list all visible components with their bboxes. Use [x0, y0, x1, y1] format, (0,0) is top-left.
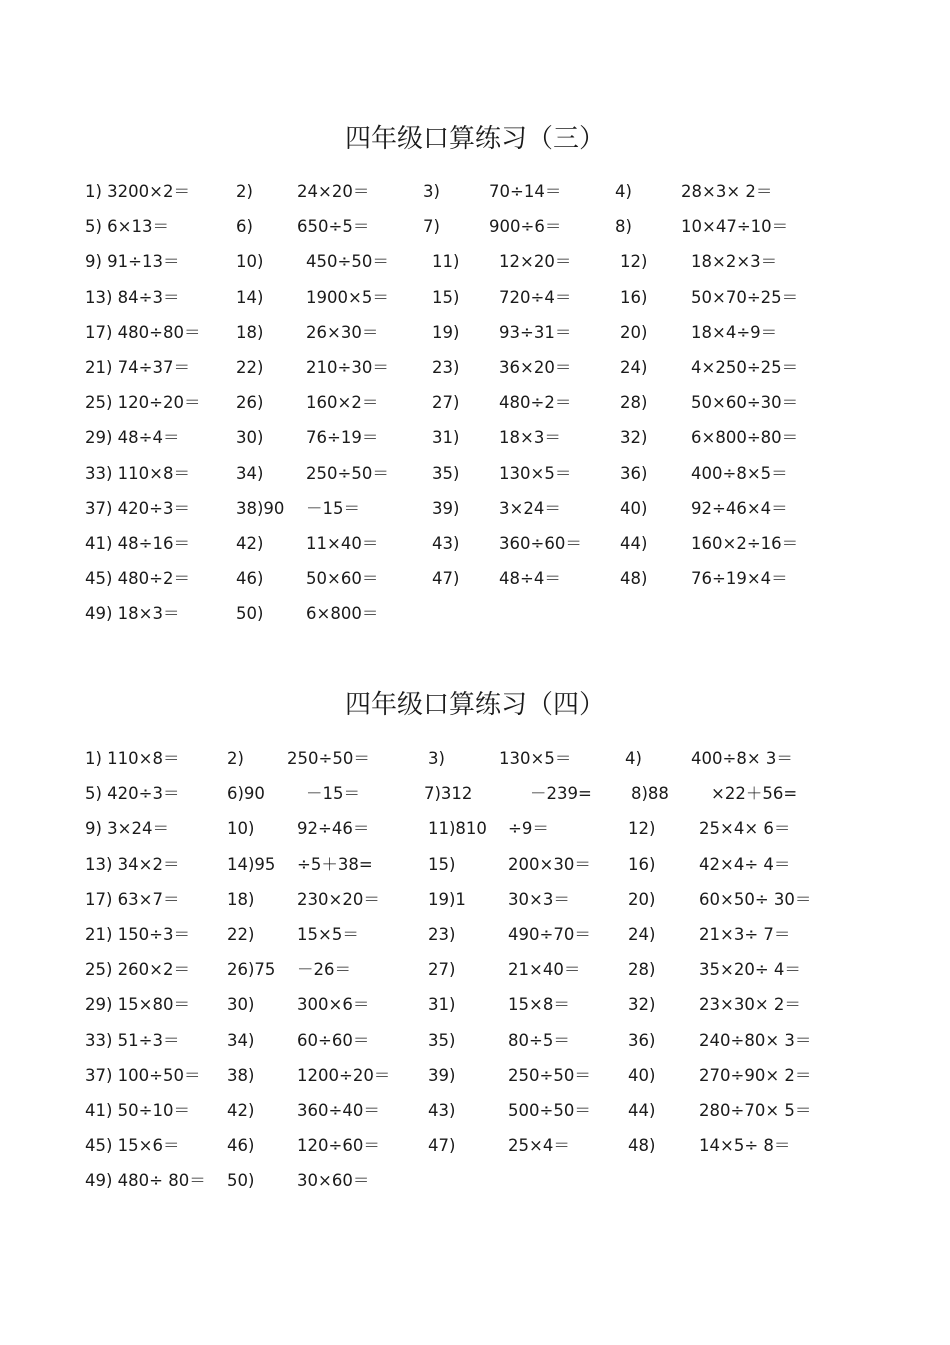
- problem-expression: －15＝: [306, 784, 360, 804]
- problem-expression: 50×60＝: [306, 569, 379, 589]
- problem-label: 44): [628, 1101, 656, 1120]
- problem-1: 13) 34×2＝: [85, 854, 180, 874]
- problem-expression: 30×60＝: [297, 1171, 370, 1191]
- problem-expression: 15×5＝: [297, 925, 359, 944]
- problem-label: 35): [432, 463, 460, 483]
- problem-expression: 76÷19×4＝: [691, 569, 788, 589]
- problem-1: 17) 480÷80＝: [85, 322, 201, 342]
- problem-label: 50): [227, 1171, 255, 1191]
- problem-1: 41) 48÷16＝: [85, 534, 190, 553]
- problem-label: 12): [628, 819, 656, 839]
- problem-label: 34): [236, 463, 264, 483]
- section-title: 四年级口算练习（四）: [344, 690, 605, 720]
- problem-expression: 3×24＝: [499, 498, 561, 518]
- problem-1: 33) 51÷3＝: [85, 1030, 180, 1050]
- problem-expression: 400÷8× 3＝: [691, 749, 793, 768]
- problem-1: 49) 18×3＝: [85, 604, 180, 624]
- problem-1: 9) 3×24＝: [85, 819, 169, 839]
- problem-expression: 25×4＝: [508, 1136, 570, 1156]
- problem-label: 26)75: [227, 960, 276, 980]
- problem-expression: 28×3× 2＝: [681, 182, 773, 201]
- problem-label: 39): [432, 498, 460, 518]
- problem-expression: 360÷60＝: [499, 534, 582, 553]
- problem-expression: 76÷19＝: [306, 428, 379, 448]
- problem-label: 3): [423, 182, 440, 201]
- problem-expression: 92÷46×4＝: [691, 498, 788, 518]
- problem-expression: ×22＋56=: [711, 784, 798, 804]
- problem-1: 21) 74÷37＝: [85, 358, 190, 377]
- problem-label: 44): [620, 534, 648, 553]
- problem-expression: 11×40＝: [306, 534, 379, 553]
- problem-label: 19): [432, 322, 460, 342]
- problem-1: 17) 63×7＝: [85, 889, 180, 909]
- problem-expression: 12×20＝: [499, 252, 572, 272]
- problem-1: 5) 420÷3＝: [85, 784, 180, 804]
- problem-expression: 70÷14＝: [489, 182, 562, 201]
- problem-expression: 6×800＝: [306, 604, 379, 624]
- problem-expression: 80÷5＝: [508, 1030, 570, 1050]
- problem-label: 19)1: [428, 889, 466, 909]
- problem-label: 20): [628, 889, 656, 909]
- problem-label: 7)312: [424, 784, 473, 804]
- section-title: 四年级口算练习（三）: [344, 124, 605, 154]
- problem-expression: 650÷5＝: [297, 217, 370, 237]
- problem-expression: －239=: [530, 784, 592, 804]
- problem-expression: 360÷40＝: [297, 1101, 380, 1120]
- problem-expression: 400÷8×5＝: [691, 463, 788, 483]
- problem-label: 6): [236, 217, 253, 237]
- problem-label: 4): [615, 182, 632, 201]
- problem-1: 41) 50÷10＝: [85, 1101, 190, 1120]
- problem-expression: 26×30＝: [306, 322, 379, 342]
- problem-label: 42): [236, 534, 264, 553]
- problem-expression: 50×60÷30＝: [691, 393, 799, 413]
- problem-expression: 42×4÷ 4＝: [699, 854, 791, 874]
- problem-1: 13) 84÷3＝: [85, 287, 180, 307]
- problem-label: 12): [620, 252, 648, 272]
- problem-label: 35): [428, 1030, 456, 1050]
- problem-label: 30): [227, 995, 255, 1015]
- problem-1: 49) 480÷ 80＝: [85, 1171, 206, 1191]
- problem-expression: 21×3÷ 7＝: [699, 925, 791, 944]
- problem-expression: 30×3＝: [508, 889, 570, 909]
- problem-expression: 130×5＝: [499, 463, 572, 483]
- problem-label: 36): [620, 463, 648, 483]
- problem-label: 22): [227, 925, 255, 944]
- problem-label: 46): [236, 569, 264, 589]
- problem-label: 2): [236, 182, 253, 201]
- problem-label: 22): [236, 358, 264, 377]
- problem-1: 25) 260×2＝: [85, 960, 190, 980]
- problem-label: 42): [227, 1101, 255, 1120]
- problem-1: 1) 3200×2＝: [85, 182, 190, 201]
- problem-expression: 300×6＝: [297, 995, 370, 1015]
- problem-label: 32): [628, 995, 656, 1015]
- problem-label: 26): [236, 393, 264, 413]
- problem-expression: 35×20÷ 4＝: [699, 960, 801, 980]
- problem-expression: 93÷31＝: [499, 322, 572, 342]
- problem-label: 14)95: [227, 854, 276, 874]
- problem-expression: 490÷70＝: [508, 925, 591, 944]
- problem-label: 28): [628, 960, 656, 980]
- problem-label: 36): [628, 1030, 656, 1050]
- problem-expression: 18×3＝: [499, 428, 561, 448]
- problem-label: 28): [620, 393, 648, 413]
- problem-1: 29) 15×80＝: [85, 995, 190, 1015]
- problem-label: 46): [227, 1136, 255, 1156]
- problem-label: 4): [625, 749, 642, 768]
- problem-label: 23): [428, 925, 456, 944]
- problem-label: 8): [615, 217, 632, 237]
- problem-label: 27): [432, 393, 460, 413]
- problem-1: 21) 150÷3＝: [85, 925, 190, 944]
- problem-expression: 23×30× 2＝: [699, 995, 801, 1015]
- problem-label: 6)90: [227, 784, 265, 804]
- problem-expression: 1200÷20＝: [297, 1065, 391, 1085]
- problem-expression: 900÷6＝: [489, 217, 562, 237]
- problem-expression: 24×20＝: [297, 182, 370, 201]
- problem-1: 29) 48÷4＝: [85, 428, 180, 448]
- problem-label: 7): [423, 217, 440, 237]
- problem-label: 24): [620, 358, 648, 377]
- problem-expression: 6×800÷80＝: [691, 428, 799, 448]
- problem-label: 31): [428, 995, 456, 1015]
- problem-label: 18): [236, 322, 264, 342]
- problem-expression: 160×2＝: [306, 393, 379, 413]
- problem-expression: 230×20＝: [297, 889, 380, 909]
- problem-expression: 48÷4＝: [499, 569, 561, 589]
- problem-label: 10): [236, 252, 264, 272]
- problem-expression: 500÷50＝: [508, 1101, 591, 1120]
- problem-label: 39): [428, 1065, 456, 1085]
- problem-label: 8)88: [631, 784, 669, 804]
- problem-expression: ÷5＋38=: [297, 854, 373, 874]
- problem-expression: －26＝: [297, 960, 351, 980]
- problem-expression: 250÷50＝: [287, 749, 370, 768]
- problem-label: 16): [620, 287, 648, 307]
- problem-1: 33) 110×8＝: [85, 463, 190, 483]
- problem-expression: 270÷90× 2＝: [699, 1065, 812, 1085]
- problem-label: 27): [428, 960, 456, 980]
- problem-1: 1) 110×8＝: [85, 749, 180, 768]
- problem-expression: 18×4÷9＝: [691, 322, 778, 342]
- problem-label: 11)810: [428, 819, 487, 839]
- problem-label: 23): [432, 358, 460, 377]
- problem-expression: 25×4× 6＝: [699, 819, 791, 839]
- problem-label: 16): [628, 854, 656, 874]
- problem-label: 40): [628, 1065, 656, 1085]
- problem-label: 3): [428, 749, 445, 768]
- problem-expression: 160×2÷16＝: [691, 534, 799, 553]
- problem-expression: 240÷80× 3＝: [699, 1030, 812, 1050]
- problem-expression: 480÷2＝: [499, 393, 572, 413]
- problem-expression: ÷9＝: [508, 819, 549, 839]
- problem-label: 14): [236, 287, 264, 307]
- problem-label: 15): [428, 854, 456, 874]
- problem-expression: 14×5÷ 8＝: [699, 1136, 791, 1156]
- problem-expression: 120÷60＝: [297, 1136, 380, 1156]
- problem-expression: 36×20＝: [499, 358, 572, 377]
- problem-expression: 250÷50＝: [508, 1065, 591, 1085]
- problem-expression: 4×250÷25＝: [691, 358, 799, 377]
- problem-label: 18): [227, 889, 255, 909]
- problem-label: 48): [628, 1136, 656, 1156]
- problem-label: 2): [227, 749, 244, 768]
- problem-label: 38)90: [236, 498, 285, 518]
- problem-expression: 15×8＝: [508, 995, 570, 1015]
- problem-label: 20): [620, 322, 648, 342]
- problem-label: 30): [236, 428, 264, 448]
- problem-label: 15): [432, 287, 460, 307]
- problem-expression: 210÷30＝: [306, 358, 389, 377]
- problem-expression: 50×70÷25＝: [691, 287, 799, 307]
- problem-expression: －15＝: [306, 498, 360, 518]
- problem-label: 47): [428, 1136, 456, 1156]
- problem-expression: 1900×5＝: [306, 287, 389, 307]
- problem-label: 43): [432, 534, 460, 553]
- problem-1: 37) 420÷3＝: [85, 498, 190, 518]
- problem-label: 31): [432, 428, 460, 448]
- problem-label: 34): [227, 1030, 255, 1050]
- problem-label: 40): [620, 498, 648, 518]
- problem-label: 32): [620, 428, 648, 448]
- problem-label: 47): [432, 569, 460, 589]
- problem-expression: 200×30＝: [508, 854, 591, 874]
- problem-expression: 60÷60＝: [297, 1030, 370, 1050]
- problem-label: 43): [428, 1101, 456, 1120]
- problem-1: 45) 15×6＝: [85, 1136, 180, 1156]
- problem-expression: 21×40＝: [508, 960, 581, 980]
- problem-label: 50): [236, 604, 264, 624]
- problem-1: 37) 100÷50＝: [85, 1065, 201, 1085]
- problem-1: 9) 91÷13＝: [85, 252, 180, 272]
- problem-label: 38): [227, 1065, 255, 1085]
- problem-1: 25) 120÷20＝: [85, 393, 201, 413]
- problem-expression: 10×47÷10＝: [681, 217, 789, 237]
- problem-label: 11): [432, 252, 460, 272]
- problem-label: 24): [628, 925, 656, 944]
- problem-expression: 450÷50＝: [306, 252, 389, 272]
- problem-expression: 720÷4＝: [499, 287, 572, 307]
- problem-1: 45) 480÷2＝: [85, 569, 190, 589]
- problem-1: 5) 6×13＝: [85, 217, 169, 237]
- problem-expression: 18×2×3＝: [691, 252, 778, 272]
- problem-expression: 92÷46＝: [297, 819, 370, 839]
- problem-expression: 250÷50＝: [306, 463, 389, 483]
- problem-expression: 130×5＝: [499, 749, 572, 768]
- problem-label: 10): [227, 819, 255, 839]
- problem-expression: 60×50÷ 30＝: [699, 889, 812, 909]
- problem-label: 48): [620, 569, 648, 589]
- problem-expression: 280÷70× 5＝: [699, 1101, 812, 1120]
